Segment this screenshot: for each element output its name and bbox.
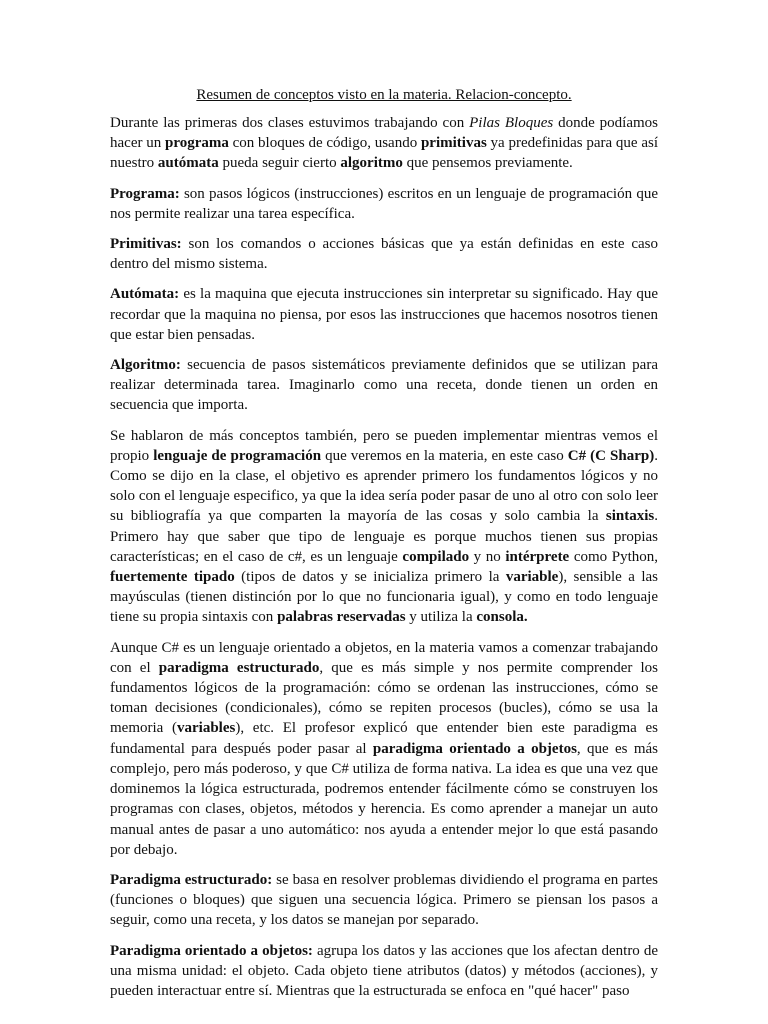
bold-term: intérprete xyxy=(505,548,570,565)
bold-term: C# (C Sharp) xyxy=(567,447,655,464)
bold-term: autómata xyxy=(157,155,219,172)
bold-term: Paradigma estructurado: xyxy=(110,871,273,888)
bold-term: algoritmo xyxy=(340,155,403,172)
bold-term: paradigma orientado a objetos xyxy=(372,740,577,757)
bold-term: compilado xyxy=(402,548,470,565)
bold-term: paradigma estructurado xyxy=(158,659,320,676)
text-run: Aunque C# es un lenguaje orientado a objetos, en la materia vamos a comenzar trabajando con el xyxy=(110,639,658,676)
text-run: , que es más simple y nos permite comprender los fundamentos lógicos de la programación: cómo se ordenan las instrucciones, cómo se toman decisiones (condicionales), cómo se repiten procesos (bucles), cómo se usa la memoria ( xyxy=(110,659,658,737)
bold-term: Algoritmo: xyxy=(110,357,181,374)
paragraph xyxy=(110,184,658,224)
text-run: donde podíamos hacer un xyxy=(110,115,658,152)
paragraph xyxy=(110,870,658,931)
bold-term: variables xyxy=(177,720,236,737)
bold-term: lenguaje de programación xyxy=(153,447,322,464)
paragraph xyxy=(110,426,658,628)
text-run: Durante las primeras dos clases estuvimos trabajando con xyxy=(110,115,470,131)
paragraph xyxy=(110,284,658,345)
paragraph xyxy=(110,638,658,860)
bold-term: Autómata: xyxy=(110,286,180,303)
paragraph xyxy=(110,113,658,174)
document-body xyxy=(110,113,658,1001)
text-run: y utiliza la xyxy=(405,609,477,626)
bold-term: Primitivas: xyxy=(110,236,182,253)
text-run: es la maquina que ejecuta instrucciones sin interpretar su significado. Hay que recordar que la maquina no piensa, por esos las instrucciones que hacemos nosotros tienen que estar bien pensadas. xyxy=(110,286,658,343)
text-run: Se hablaron de más conceptos también, pero se pueden implementar mientras vemos el propio xyxy=(110,427,658,464)
bold-term: variable xyxy=(505,569,559,586)
paragraph xyxy=(110,941,658,1002)
text-run: son los comandos o acciones básicas que ya están definidas en este caso dentro del mismo sistema. xyxy=(110,236,658,273)
text-run: se basa en resolver problemas dividiendo el programa en partes (funciones o bloques) que siguen una secuencia lógica. Primero se piensan los pasos a seguir, como una receta, y los datos se manejan por separado. xyxy=(110,871,658,929)
text-run: con bloques de código, usando xyxy=(228,135,421,152)
text-run: y no xyxy=(469,548,506,565)
text-run: . Como se dijo en la clase, el objetivo es aprender primero los fundamentos lógicos y no solo con el lenguaje especifico, ya que la idea sería poder pasar de uno al otro con solo leer su bibliografía ya que comparten la mayoría de las cosas y solo cambia la xyxy=(110,447,658,525)
bold-term: palabras reservadas xyxy=(277,609,406,626)
bold-term: consola. xyxy=(476,609,528,626)
bold-term: fuertemente tipado xyxy=(110,569,235,586)
text-run: pueda seguir cierto xyxy=(218,155,341,172)
text-run: ya predefinidas para que así nuestro xyxy=(110,135,658,172)
bold-term: Paradigma orientado a objetos: xyxy=(110,942,313,959)
text-run: que pensemos previamente. xyxy=(402,155,573,172)
text-run: ), etc. El profesor explicó que entender bien este paradigma es fundamental para después poder pasar al xyxy=(110,720,658,757)
text-run: (tipos de datos y se inicializa primero la xyxy=(234,569,506,586)
text-run: . Primero hay que saber que tipo de lenguaje es porque muchos tienen sus propias características; en el caso de c#, es un lenguaje xyxy=(110,508,658,565)
bold-term: Programa: xyxy=(110,185,180,202)
text-run: son pasos lógicos (instrucciones) escritos en un lenguaje de programación que nos permite realizar una tarea específica. xyxy=(110,185,658,222)
bold-term: programa xyxy=(164,135,229,152)
paragraph xyxy=(110,355,658,416)
text-run: ), sensible a las mayúsculas (tienen distinción por lo que no funcionaria igual), y como en todo lenguaje tiene su propia sintaxis con xyxy=(110,569,658,626)
text-run: secuencia de pasos sistemáticos previamente definidos que se utilizan para realizar determinada tarea. Imaginarlo como una receta, donde tienen un orden en secuencia que importa. xyxy=(110,357,658,414)
text-run: , que es más complejo, pero más poderoso, y que C# utiliza de forma nativa. La idea es que una vez que dominemos la lógica estructurada, podremos entender fácilmente cómo se construyen los programas con clases, objetos, métodos y herencia. Es como aprender a manejar un auto manual antes de pasar a uno automático: nos ayuda a entender mejor lo que está pasando por debajo. xyxy=(110,740,658,858)
italic-term: Pilas Bloques xyxy=(469,115,554,131)
text-run: agrupa los datos y las acciones que los afectan dentro de una misma unidad: el objeto. Cada objeto tiene atributos (datos) y métodos (acciones), y pueden interactuar entre sí. Mientras que la estructurada se enfoca en "qué hacer" paso xyxy=(110,942,659,999)
text-run: que veremos en la materia, en este caso xyxy=(321,447,568,464)
paragraph xyxy=(110,234,658,274)
bold-term: sintaxis xyxy=(605,508,655,525)
bold-term: primitivas xyxy=(420,135,487,152)
document-title: Resumen de conceptos visto en la materia. Relacion-concepto. xyxy=(196,87,572,103)
text-run: como Python, xyxy=(569,548,658,565)
